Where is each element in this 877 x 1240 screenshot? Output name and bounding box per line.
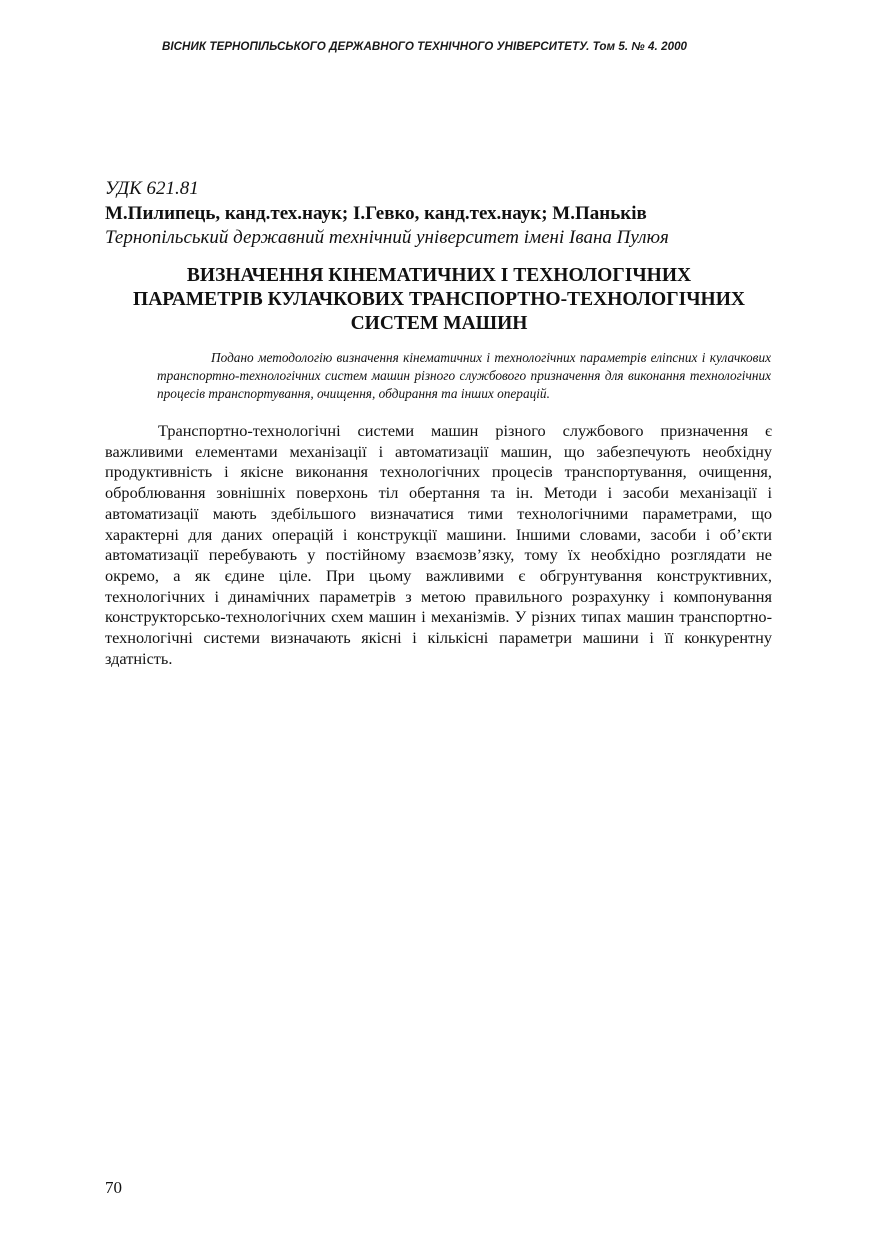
abstract: Подано методологію визначення кінематичних і технологічних параметрів еліпсних і кулачкових транспортно-технологічних систем машин різного службового призначення для виконання технологічних процесів транспортування, очищення, обдирання та інших операцій. [157,350,771,401]
body-paragraph: Транспортно-технологічні системи машин різного службового призначення є важливими елементами механізації і автоматизації машин, що забезпечують необхідну продуктивність і якісне виконання технологічних процесів транспортування, очищення, оброблювання зовнішніх поверхонь тіл обертання та ін. Методи і засоби механізації і автоматизації мають здебільшого визначатися тими технологічними параметрами, що характерні для даних операцій і конструкції машини. Іншими словами, засоби і об’єкти автоматизації перебувають у постійному взаємозв’язку, тому їх необхідно розглядати не окремо, а як єдине ціле. При цьому важливими є обгрунтування конструктивних, технологічних і динамічних параметрів з метою правильного розрахунку і компонування конструкторсько-технологічних схем машин і механізмів. У різних типах машин транспортно-технологічні системи визначають якісні і кількісні параметри машини і її конкурентну здатність. [105,421,772,668]
authors: М.Пилипець, канд.тех.наук; І.Гевко, канд.тех.наук; М.Паньків [105,203,647,224]
title-line: ВИЗНАЧЕННЯ КІНЕМАТИЧНИХ І ТЕХНОЛОГІЧНИХ [186,265,692,286]
article-title [100,264,778,336]
title-line: СИСТЕМ МАШИН [350,313,528,334]
page-number: 70 [105,1178,122,1197]
title-line: ПАРАМЕТРІВ КУЛАЧКОВИХ ТРАНСПОРТНО-ТЕХНОЛОГІЧНИХ [133,289,745,310]
udc-code: УДК 621.81 [105,178,199,199]
running-head: ВІСНИК ТЕРНОПІЛЬСЬКОГО ДЕРЖАВНОГО ТЕХНІЧНОГО УНІВЕРСИТЕТУ. Том 5. № 4. 2000 [161,40,688,53]
affiliation: Тернопільський державний технічний університет імені Івана Пулюя [105,227,669,248]
